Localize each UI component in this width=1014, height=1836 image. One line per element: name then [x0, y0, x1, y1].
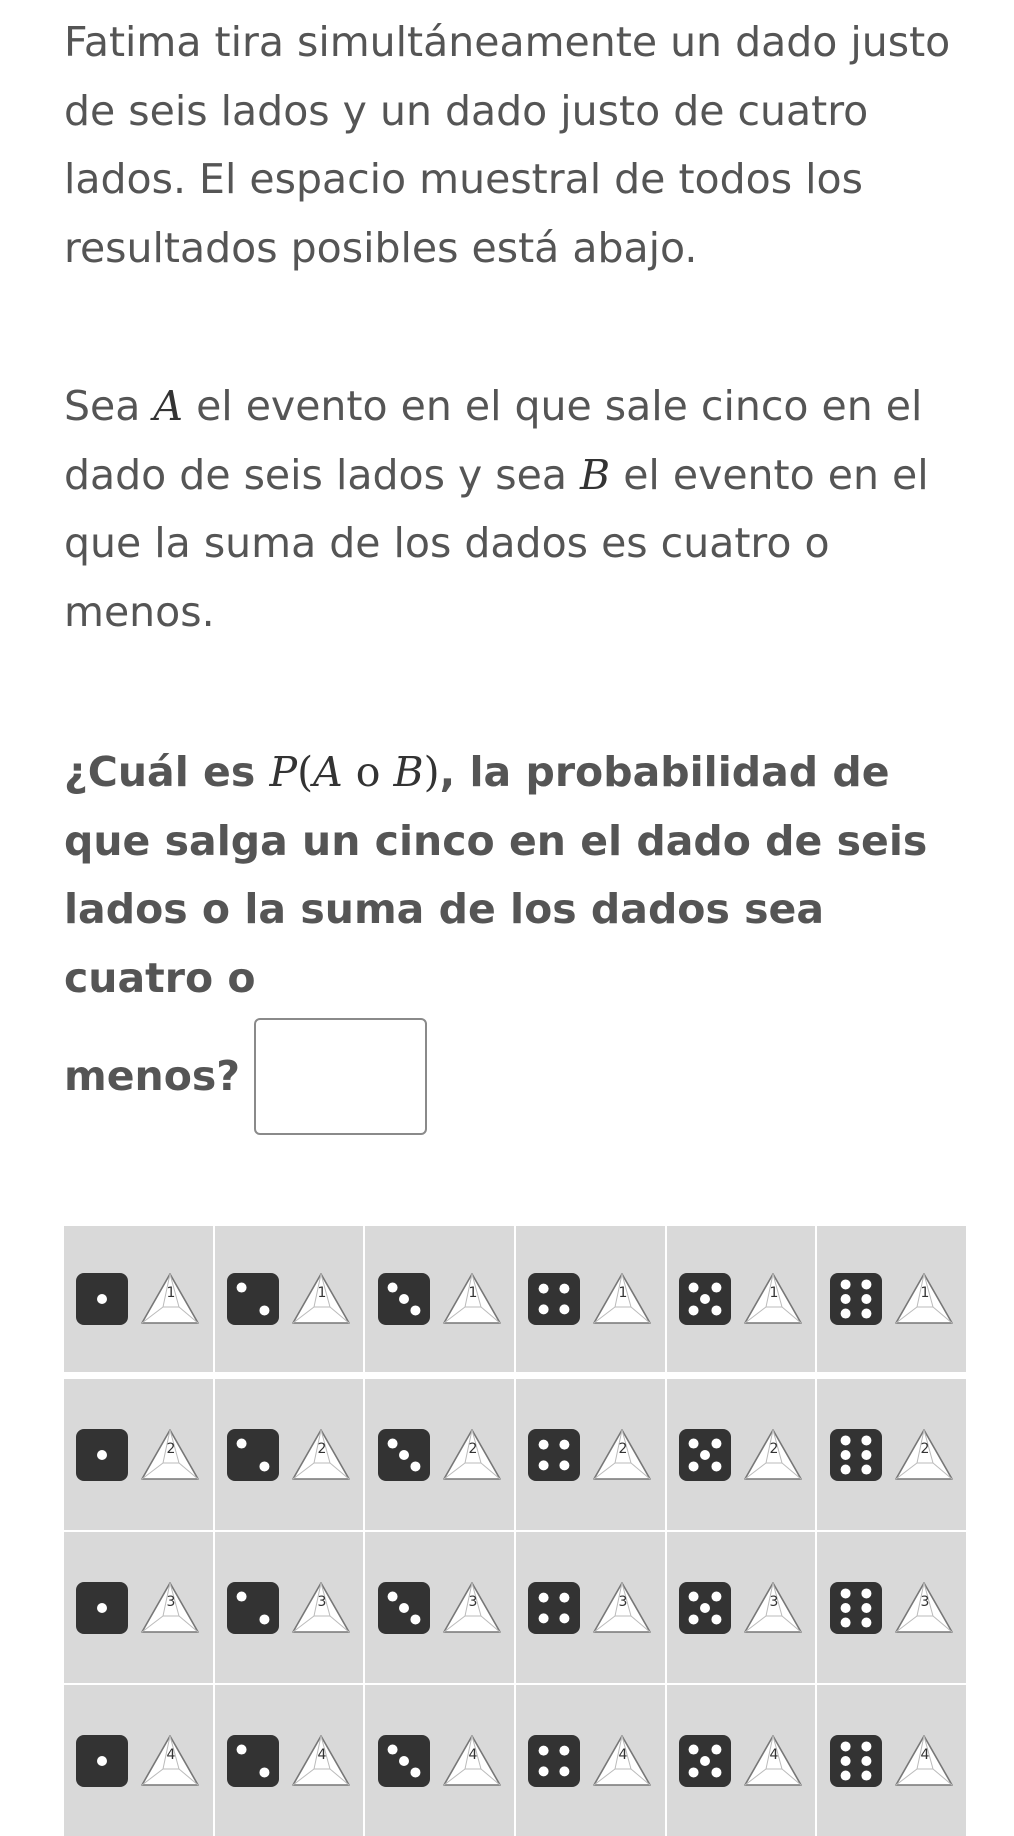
sample-outcome-cell	[516, 1226, 665, 1372]
d4-value-label: 3	[920, 1593, 930, 1610]
die-pip	[237, 1438, 247, 1448]
four-sided-die-icon	[893, 1580, 955, 1636]
d4-value-label: 2	[468, 1440, 478, 1457]
prob-open-paren: (	[297, 748, 314, 796]
six-sided-die-icon	[678, 1734, 732, 1788]
die-pip	[560, 1460, 570, 1470]
die-pip	[539, 1439, 549, 1449]
die-pip	[387, 1744, 397, 1754]
sample-outcome-cell	[365, 1685, 514, 1836]
four-sided-die-icon	[591, 1271, 653, 1327]
die-pip	[861, 1756, 871, 1766]
four-sided-die-icon	[742, 1427, 804, 1483]
die-pip	[539, 1613, 549, 1623]
die-pip	[689, 1461, 699, 1471]
sample-outcome-cell	[64, 1379, 213, 1530]
die-pip	[97, 1756, 107, 1766]
events-text-2: el evento en el que sale cinco en el dado de seis lados y sea	[64, 382, 923, 499]
die-pip	[700, 1603, 710, 1613]
die-pip	[399, 1603, 409, 1613]
four-sided-die-icon	[742, 1733, 804, 1789]
d4-value-label: 4	[317, 1746, 327, 1763]
die-pip	[410, 1461, 420, 1471]
sample-outcome-cell	[516, 1685, 665, 1836]
die-pip	[539, 1460, 549, 1470]
question-last-line	[64, 1018, 984, 1135]
sample-outcome-cell	[64, 1532, 213, 1683]
die-pip	[560, 1439, 570, 1449]
sample-outcome-cell	[215, 1685, 364, 1836]
die-pip	[840, 1617, 850, 1627]
die-pip	[689, 1283, 699, 1293]
die-pip	[410, 1767, 420, 1777]
d4-value-label: 3	[618, 1593, 628, 1610]
die-pip	[861, 1464, 871, 1474]
die-pip	[689, 1438, 699, 1448]
six-sided-die-icon	[527, 1272, 581, 1326]
six-sided-die-icon	[829, 1734, 883, 1788]
d4-value-label: 4	[769, 1746, 779, 1763]
d4-value-label: 4	[468, 1746, 478, 1763]
die-pip	[387, 1591, 397, 1601]
six-sided-die-icon	[829, 1428, 883, 1482]
die-pip	[689, 1305, 699, 1315]
die-pip	[259, 1305, 269, 1315]
four-sided-die-icon	[893, 1733, 955, 1789]
d4-value-label: 4	[920, 1746, 930, 1763]
sample-outcome-cell	[667, 1379, 816, 1530]
die-pip	[861, 1450, 871, 1460]
die-pip	[861, 1309, 871, 1319]
six-sided-die-icon	[527, 1581, 581, 1635]
sample-space-grid	[64, 1226, 966, 1836]
die-pip	[237, 1283, 247, 1293]
four-sided-die-icon	[742, 1580, 804, 1636]
four-sided-die-icon	[591, 1733, 653, 1789]
d4-value-label: 2	[920, 1440, 930, 1457]
four-sided-die-icon	[591, 1427, 653, 1483]
sample-outcome-cell	[817, 1226, 966, 1372]
sample-outcome-cell	[817, 1379, 966, 1530]
six-sided-die-icon	[377, 1581, 431, 1635]
four-sided-die-icon	[290, 1271, 352, 1327]
six-sided-die-icon	[75, 1581, 129, 1635]
d4-value-label: 1	[618, 1285, 628, 1301]
die-pip	[399, 1450, 409, 1460]
die-pip	[840, 1309, 850, 1319]
six-sided-die-icon	[226, 1581, 280, 1635]
six-sided-die-icon	[678, 1272, 732, 1326]
four-sided-die-icon	[139, 1271, 201, 1327]
four-sided-die-icon	[441, 1427, 503, 1483]
sample-outcome-cell	[365, 1226, 514, 1372]
six-sided-die-icon	[829, 1581, 883, 1635]
six-sided-die-icon	[527, 1734, 581, 1788]
die-pip	[689, 1767, 699, 1777]
six-sided-die-icon	[226, 1734, 280, 1788]
die-pip	[539, 1304, 549, 1314]
question	[64, 738, 984, 1135]
die-pip	[410, 1614, 420, 1624]
six-sided-die-icon	[678, 1581, 732, 1635]
die-pip	[711, 1461, 721, 1471]
problem-intro: Fatima tira simultáneamente un dado justo de seis lados y un dado justo de cuatro lados. El espacio muestral de todos los resultados posibles está abajo.	[64, 18, 951, 272]
die-pip	[399, 1294, 409, 1304]
four-sided-die-icon	[441, 1271, 503, 1327]
die-pip	[861, 1741, 871, 1751]
die-pip	[700, 1756, 710, 1766]
d4-value-label: 4	[166, 1746, 176, 1763]
sample-outcome-cell	[215, 1226, 364, 1372]
die-pip	[840, 1588, 850, 1598]
d4-value-label: 1	[166, 1285, 176, 1301]
question-text-2: , la probabilidad de que salga un cinco en el dado de seis lados o la suma de los dados sea cuatro o	[64, 748, 928, 1002]
sample-outcome-cell	[64, 1226, 213, 1372]
die-pip	[711, 1744, 721, 1754]
six-sided-die-icon	[75, 1272, 129, 1326]
die-pip	[689, 1744, 699, 1754]
d4-value-label: 2	[769, 1440, 779, 1457]
die-pip	[539, 1766, 549, 1776]
die-pip	[840, 1464, 850, 1474]
die-pip	[560, 1592, 570, 1602]
four-sided-die-icon	[893, 1427, 955, 1483]
six-sided-die-icon	[75, 1734, 129, 1788]
die-pip	[840, 1279, 850, 1289]
six-sided-die-icon	[377, 1272, 431, 1326]
sample-outcome-cell	[365, 1379, 514, 1530]
four-sided-die-icon	[290, 1427, 352, 1483]
die-pip	[560, 1304, 570, 1314]
six-sided-die-icon	[377, 1734, 431, 1788]
events-text-3: el evento en el que la suma de los dados es cuatro o menos.	[64, 450, 929, 636]
die-pip	[861, 1603, 871, 1613]
prob-close-paren: )	[423, 748, 440, 796]
die-pip	[97, 1294, 107, 1304]
die-pip	[539, 1592, 549, 1602]
sample-outcome-cell	[365, 1532, 514, 1683]
d4-value-label: 3	[317, 1593, 327, 1610]
die-pip	[840, 1294, 850, 1304]
die-pip	[387, 1438, 397, 1448]
event-b-symbol: B	[580, 450, 611, 499]
prob-event-a: A	[313, 748, 343, 796]
die-pip	[861, 1588, 871, 1598]
die-pip	[711, 1591, 721, 1601]
d4-value-label: 4	[618, 1746, 628, 1763]
events-definition	[64, 372, 964, 646]
d4-value-label: 1	[769, 1285, 779, 1301]
four-sided-die-icon	[139, 1580, 201, 1636]
die-pip	[387, 1283, 397, 1293]
sample-outcome-cell	[215, 1532, 364, 1683]
d4-value-label: 3	[769, 1593, 779, 1610]
die-pip	[539, 1284, 549, 1294]
die-pip	[711, 1283, 721, 1293]
die-pip	[840, 1450, 850, 1460]
d4-value-label: 2	[317, 1440, 327, 1457]
six-sided-die-icon	[678, 1428, 732, 1482]
die-pip	[410, 1305, 420, 1315]
die-pip	[237, 1591, 247, 1601]
answer-input[interactable]	[254, 1018, 427, 1135]
events-text-1: Sea	[64, 382, 154, 430]
four-sided-die-icon	[441, 1733, 503, 1789]
die-pip	[861, 1279, 871, 1289]
d4-value-label: 2	[618, 1440, 628, 1457]
d4-value-label: 1	[920, 1285, 930, 1301]
d4-value-label: 3	[468, 1593, 478, 1610]
die-pip	[711, 1438, 721, 1448]
four-sided-die-icon	[139, 1427, 201, 1483]
six-sided-die-icon	[377, 1428, 431, 1482]
sample-outcome-cell	[667, 1685, 816, 1836]
die-pip	[237, 1744, 247, 1754]
die-pip	[259, 1767, 269, 1777]
die-pip	[700, 1450, 710, 1460]
d4-value-label: 1	[317, 1285, 327, 1301]
sample-outcome-cell	[817, 1532, 966, 1683]
die-pip	[259, 1461, 269, 1471]
prob-event-b: B	[393, 748, 424, 796]
four-sided-die-icon	[139, 1733, 201, 1789]
d4-value-label: 1	[468, 1285, 478, 1301]
sample-outcome-cell	[516, 1379, 665, 1530]
die-pip	[711, 1767, 721, 1777]
sample-outcome-cell	[667, 1226, 816, 1372]
sample-outcome-cell	[215, 1379, 364, 1530]
die-pip	[861, 1294, 871, 1304]
question-text-last: menos?	[64, 1052, 241, 1101]
die-pip	[711, 1305, 721, 1315]
six-sided-die-icon	[226, 1272, 280, 1326]
four-sided-die-icon	[742, 1271, 804, 1327]
die-pip	[560, 1284, 570, 1294]
sample-outcome-cell	[817, 1685, 966, 1836]
four-sided-die-icon	[893, 1271, 955, 1327]
d4-value-label: 3	[166, 1593, 176, 1610]
die-pip	[259, 1614, 269, 1624]
die-pip	[840, 1603, 850, 1613]
die-pip	[840, 1770, 850, 1780]
prob-symbol: P	[269, 748, 298, 796]
question-text-1: ¿Cuál es	[64, 748, 270, 796]
sample-outcome-cell	[667, 1532, 816, 1683]
die-pip	[840, 1756, 850, 1766]
die-pip	[711, 1614, 721, 1624]
six-sided-die-icon	[75, 1428, 129, 1482]
die-pip	[560, 1766, 570, 1776]
die-pip	[539, 1745, 549, 1755]
four-sided-die-icon	[441, 1580, 503, 1636]
four-sided-die-icon	[290, 1580, 352, 1636]
four-sided-die-icon	[290, 1733, 352, 1789]
die-pip	[861, 1770, 871, 1780]
six-sided-die-icon	[829, 1272, 883, 1326]
sample-outcome-cell	[516, 1532, 665, 1683]
die-pip	[700, 1294, 710, 1304]
die-pip	[560, 1613, 570, 1623]
die-pip	[840, 1741, 850, 1751]
die-pip	[97, 1450, 107, 1460]
sample-outcome-cell	[64, 1685, 213, 1836]
die-pip	[689, 1614, 699, 1624]
die-pip	[689, 1591, 699, 1601]
four-sided-die-icon	[591, 1580, 653, 1636]
prob-or: o	[342, 748, 394, 796]
die-pip	[399, 1756, 409, 1766]
six-sided-die-icon	[226, 1428, 280, 1482]
d4-value-label: 2	[166, 1440, 176, 1457]
die-pip	[861, 1435, 871, 1445]
die-pip	[861, 1617, 871, 1627]
event-a-symbol: A	[153, 382, 184, 430]
die-pip	[97, 1603, 107, 1613]
six-sided-die-icon	[527, 1428, 581, 1482]
die-pip	[840, 1435, 850, 1445]
die-pip	[560, 1745, 570, 1755]
